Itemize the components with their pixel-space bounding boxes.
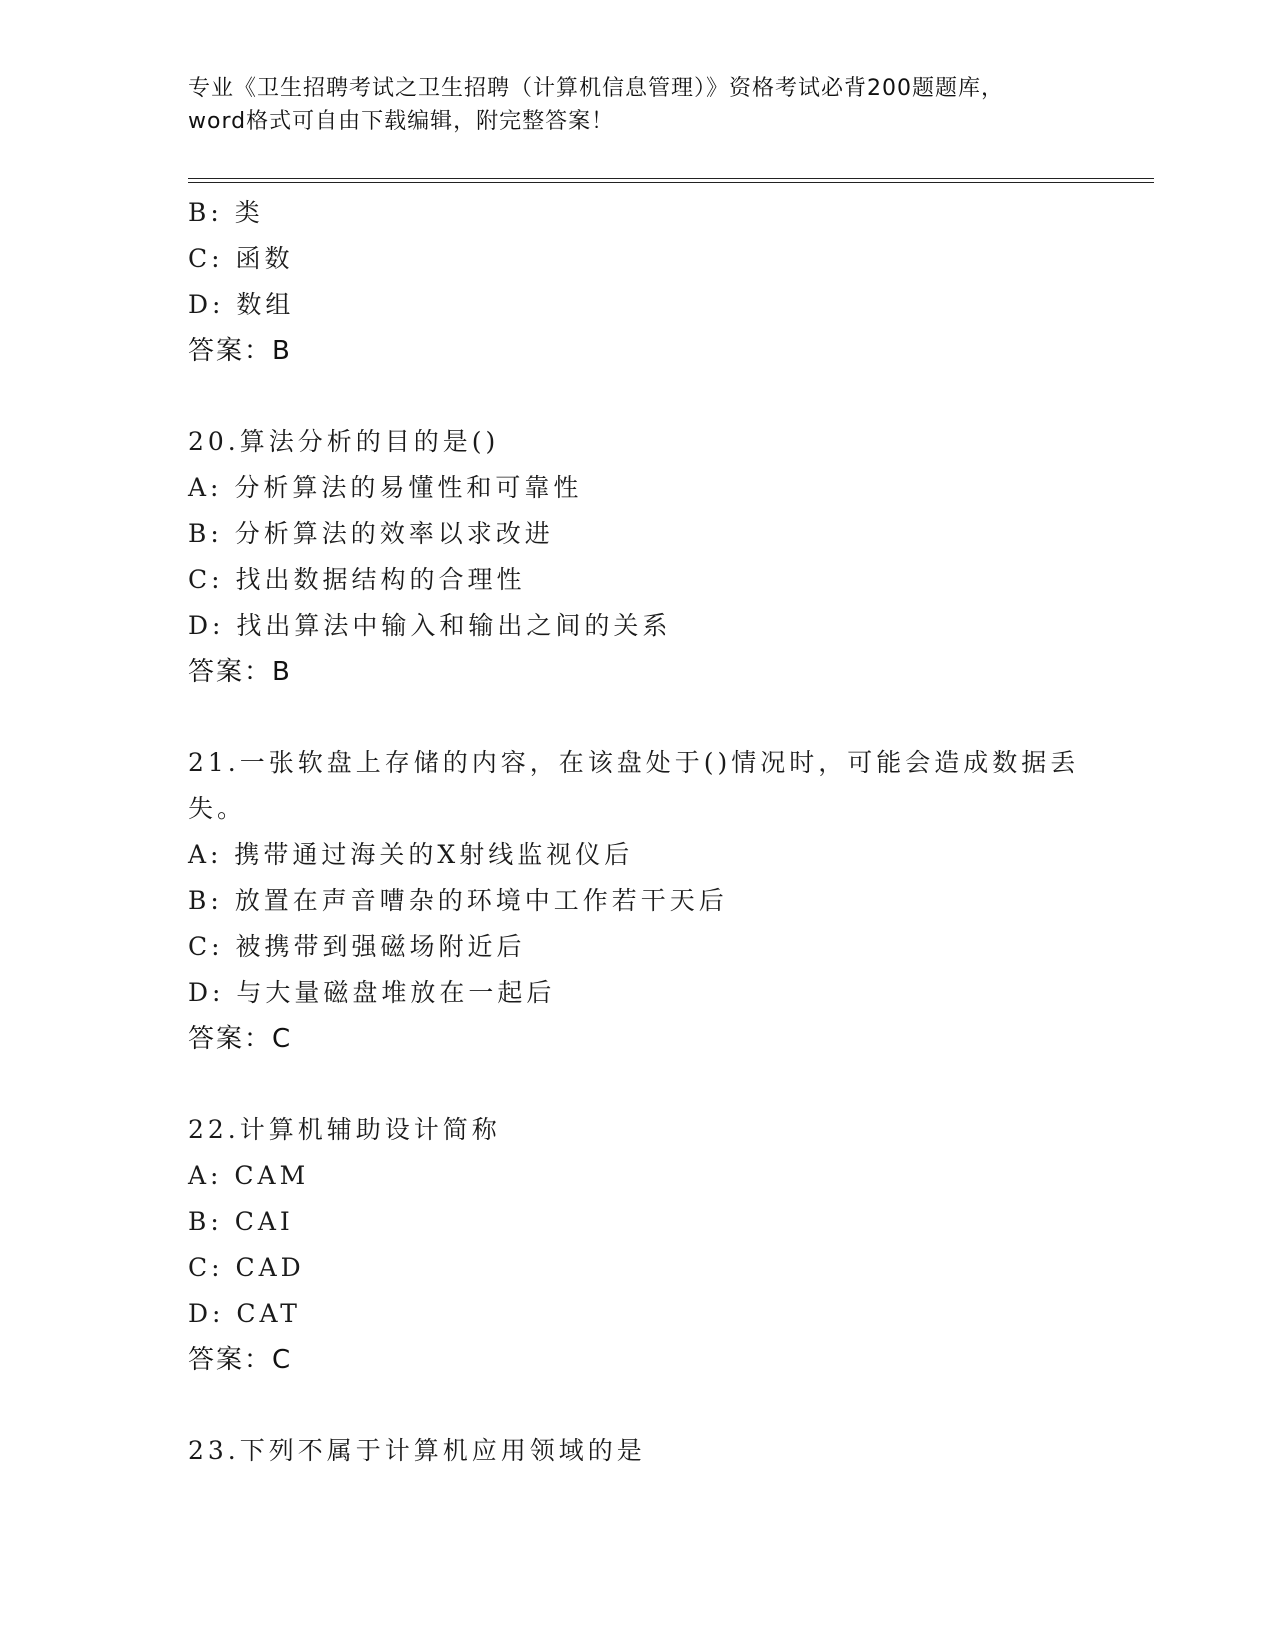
option-d: D: 数组 [188, 290, 295, 319]
option-b: B: 放置在声音嘈杂的环境中工作若干天后 [188, 886, 728, 915]
question-block-22 [188, 1107, 1088, 1383]
option-a: A: 分析算法的易懂性和可靠性 [188, 473, 583, 502]
document-body [188, 190, 1088, 1474]
answer-line: 答案：B [188, 336, 292, 366]
option-c: C: CAD [188, 1253, 305, 1282]
answer-line: 答案：B [188, 657, 292, 687]
option-c: C: 被携带到强磁场附近后 [188, 932, 526, 961]
header-divider [188, 178, 1154, 183]
question-text: 23.下列不属于计算机应用领域的是 [188, 1436, 646, 1465]
question-text: 22.计算机辅助设计简称 [188, 1115, 501, 1144]
question-block-prev [188, 190, 1088, 374]
option-d: D: 与大量磁盘堆放在一起后 [188, 978, 556, 1007]
option-a: A: 携带通过海关的X射线监视仪后 [188, 840, 634, 869]
option-b: B: CAI [188, 1207, 294, 1236]
question-block-21 [188, 740, 1088, 1062]
answer-line: 答案：C [188, 1024, 293, 1054]
question-text: 20.算法分析的目的是() [188, 427, 500, 456]
question-text: 21.一张软盘上存储的内容，在该盘处于()情况时，可能会造成数据丢失。 [188, 748, 1080, 823]
question-block-23 [188, 1428, 1088, 1474]
option-b: B: 类 [188, 198, 264, 227]
option-d: D: 找出算法中输入和输出之间的关系 [188, 611, 672, 640]
option-c: C: 找出数据结构的合理性 [188, 565, 526, 594]
question-block-20 [188, 419, 1088, 695]
document-header [188, 72, 1088, 138]
option-d: D: CAT [188, 1299, 301, 1328]
header-line-2: word格式可自由下载编辑，附完整答案！ [188, 109, 615, 134]
option-a: A: CAM [188, 1161, 310, 1190]
option-c: C: 函数 [188, 244, 294, 273]
option-b: B: 分析算法的效率以求改进 [188, 519, 554, 548]
answer-line: 答案：C [188, 1345, 293, 1375]
header-line-1: 专业《卫生招聘考试之卫生招聘（计算机信息管理）》资格考试必背200题题库， [188, 76, 1004, 101]
